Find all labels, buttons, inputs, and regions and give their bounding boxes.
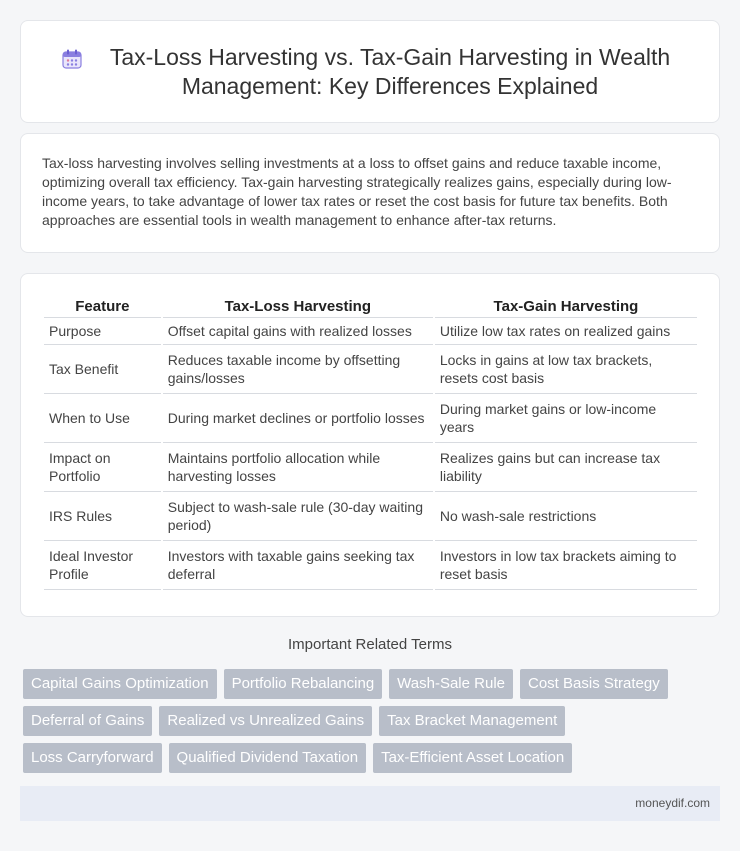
table-cell: When to Use	[44, 394, 161, 443]
table-cell: Locks in gains at low tax brackets, resets cost basis	[435, 345, 697, 394]
header-tax-loss: Tax-Loss Harvesting	[163, 296, 433, 318]
comparison-card	[20, 273, 720, 617]
table-cell: Reduces taxable income by offsetting gains/losses	[163, 345, 433, 394]
tag-row	[23, 743, 723, 773]
table-row	[44, 541, 697, 590]
table-cell: During market declines or portfolio losses	[163, 394, 433, 443]
header-tax-gain: Tax-Gain Harvesting	[435, 296, 697, 318]
tag-qualified-dividend-taxation[interactable]: Qualified Dividend Taxation	[169, 743, 367, 773]
header-feature: Feature	[44, 296, 161, 318]
related-terms-list	[23, 669, 723, 780]
tag-tax-efficient-asset-location[interactable]: Tax-Efficient Asset Location	[373, 743, 572, 773]
table-row	[44, 345, 697, 394]
table-row	[44, 443, 697, 492]
table-row	[44, 492, 697, 541]
page-title: Tax-Loss Harvesting vs. Tax-Gain Harvesting in Wealth Management: Key Differences Explained	[109, 43, 671, 99]
tag-tax-bracket-management[interactable]: Tax Bracket Management	[379, 706, 565, 736]
intro-paragraph: Tax-loss harvesting involves selling investments at a loss to offset gains and reduce taxable income, optimizing overall tax efficiency. Tax-gain harvesting strategically realizes gains, especially during low-income years, to take advantage of lower tax rates or reset the cost basis for future tax benefits. Both approaches are essential tools in wealth management to enhance after-tax returns.	[42, 155, 672, 228]
table-cell: Investors in low tax brackets aiming to reset basis	[435, 541, 697, 590]
tag-portfolio-rebalancing[interactable]: Portfolio Rebalancing	[224, 669, 383, 699]
table-cell: Offset capital gains with realized losses	[163, 318, 433, 345]
tag-wash-sale-rule[interactable]: Wash-Sale Rule	[389, 669, 513, 699]
tag-cost-basis-strategy[interactable]: Cost Basis Strategy	[520, 669, 668, 699]
table-cell: No wash-sale restrictions	[435, 492, 697, 541]
table-cell: During market gains or low-income years	[435, 394, 697, 443]
table-cell: Ideal Investor Profile	[44, 541, 161, 590]
table-cell: Investors with taxable gains seeking tax deferral	[163, 541, 433, 590]
tag-row	[23, 706, 723, 736]
table-cell: Utilize low tax rates on realized gains	[435, 318, 697, 345]
table-cell: Tax Benefit	[44, 345, 161, 394]
tag-deferral-of-gains[interactable]: Deferral of Gains	[23, 706, 152, 736]
related-terms-heading: Important Related Terms	[288, 636, 452, 653]
table-cell: Purpose	[44, 318, 161, 345]
tag-row	[23, 669, 723, 699]
intro-card	[20, 133, 720, 253]
title-card	[20, 20, 720, 123]
tag-realized-vs-unrealized-gains[interactable]: Realized vs Unrealized Gains	[159, 706, 372, 736]
footer	[20, 786, 720, 821]
table-cell: Subject to wash-sale rule (30-day waiting period)	[163, 492, 433, 541]
table-header-row	[44, 296, 697, 318]
comparison-table	[42, 296, 699, 590]
tag-capital-gains-optimization[interactable]: Capital Gains Optimization	[23, 669, 217, 699]
tag-loss-carryforward[interactable]: Loss Carryforward	[23, 743, 162, 773]
table-cell: Maintains portfolio allocation while harvesting losses	[163, 443, 433, 492]
table-cell: Realizes gains but can increase tax liability	[435, 443, 697, 492]
table-row	[44, 394, 697, 443]
footer-site-link[interactable]: moneydif.com	[635, 796, 710, 810]
table-cell: IRS Rules	[44, 492, 161, 541]
table-row	[44, 318, 697, 345]
table-cell: Impact on Portfolio	[44, 443, 161, 492]
